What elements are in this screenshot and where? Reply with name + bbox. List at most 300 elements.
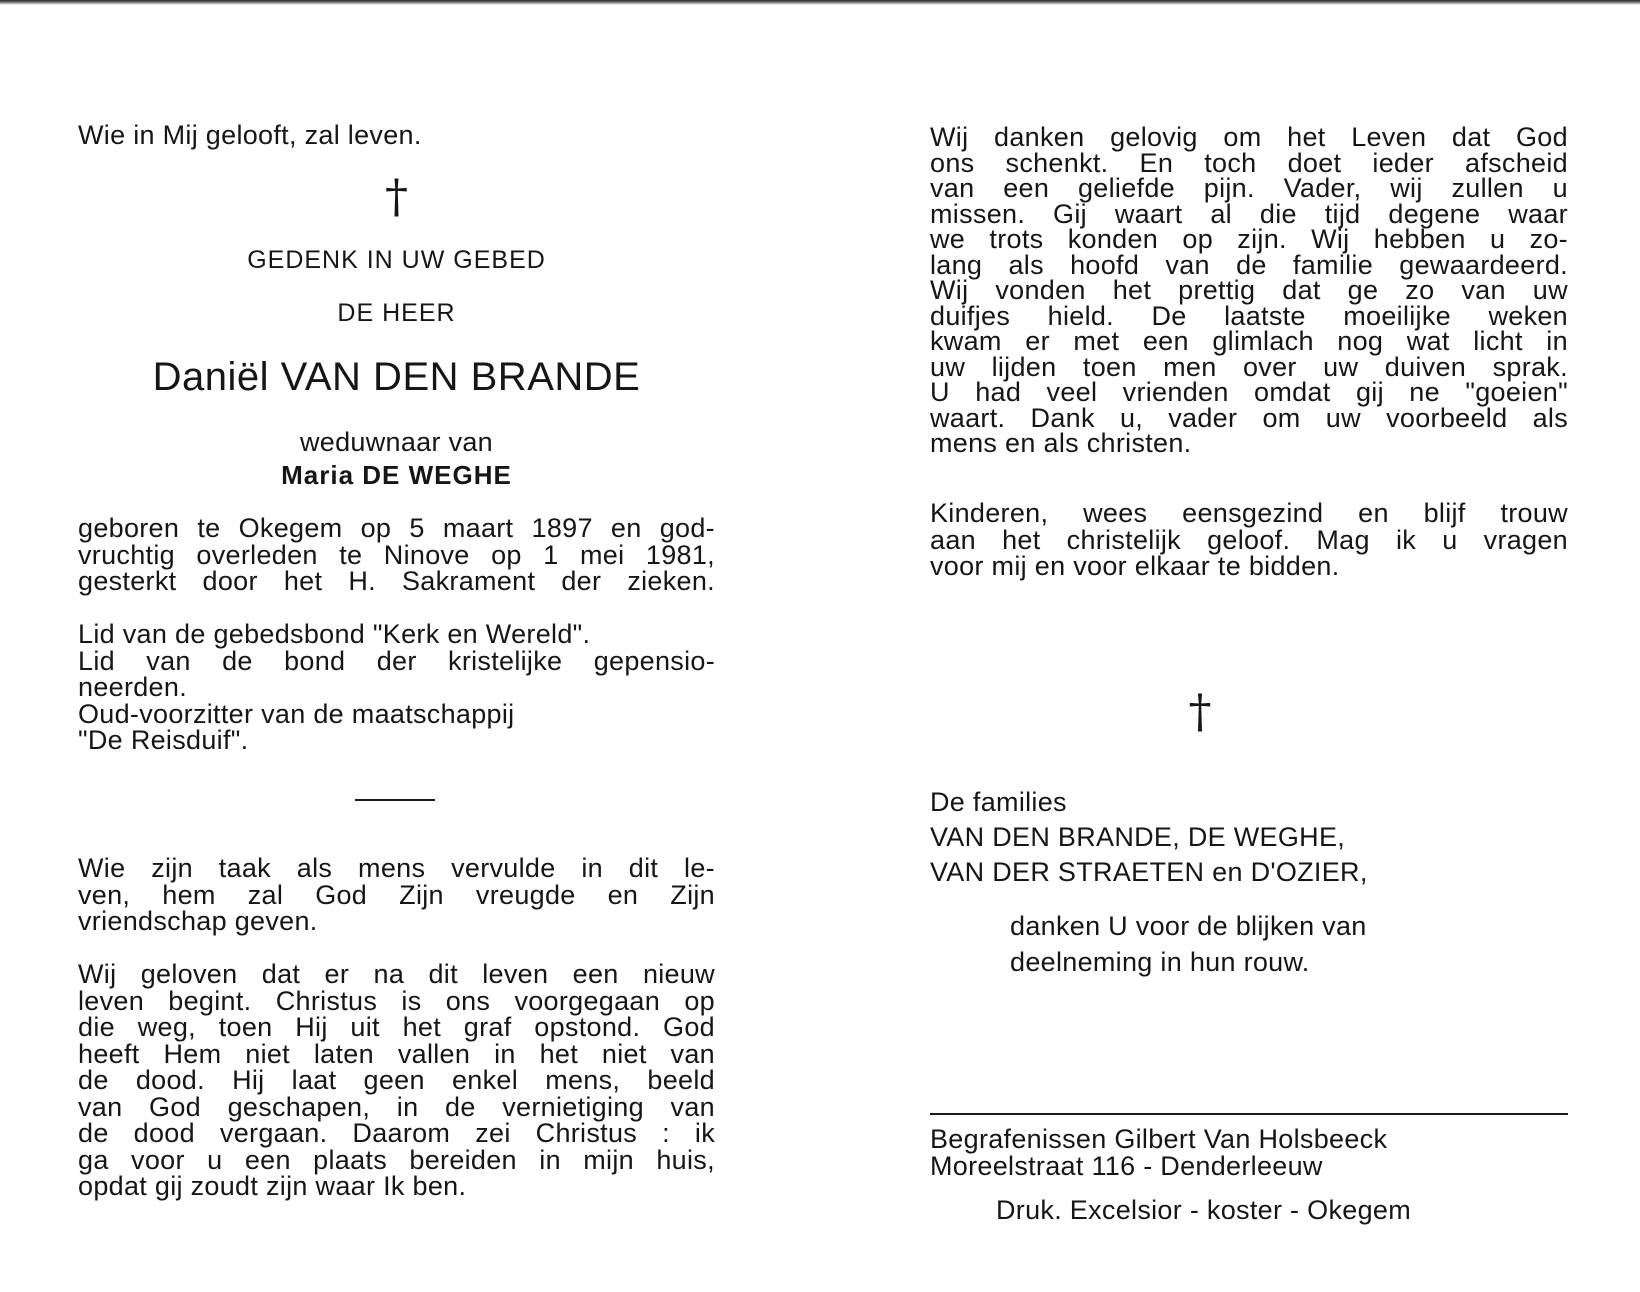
word: in <box>494 1038 516 1069</box>
word: bond <box>284 645 346 676</box>
word: en <box>1005 428 1036 458</box>
word: "Kerk <box>372 619 440 649</box>
text-line <box>78 961 715 988</box>
word: tijd <box>1324 198 1361 229</box>
text-line <box>78 698 715 729</box>
word: vallen <box>397 1038 471 1069</box>
word: duiven <box>1384 351 1467 382</box>
word: gebedsbond <box>213 619 366 649</box>
word: blijf <box>1423 498 1466 528</box>
word: leven <box>78 985 145 1016</box>
word: ven, <box>78 879 131 910</box>
word: van <box>1461 275 1506 305</box>
word: uit <box>350 1012 380 1042</box>
word: aan <box>930 524 976 555</box>
divider <box>355 799 435 801</box>
word: en <box>447 619 478 649</box>
word: Wij <box>930 122 969 152</box>
word: als <box>1043 428 1079 458</box>
word: ge <box>1347 275 1379 305</box>
word: Ik <box>383 1171 405 1201</box>
word: ons <box>445 985 491 1016</box>
word: als <box>296 853 333 883</box>
word: gepensio- <box>593 645 715 676</box>
word: H. <box>348 566 376 596</box>
word: der <box>376 645 417 676</box>
text-line <box>78 674 715 701</box>
word: vragen <box>1483 524 1568 555</box>
word: God <box>663 1012 715 1042</box>
word: Dank <box>1030 402 1095 433</box>
word: pijn. <box>1203 173 1255 203</box>
word: met <box>1073 326 1120 356</box>
cross-icon: † <box>385 169 408 223</box>
word: God <box>1516 122 1568 152</box>
word: van <box>122 619 168 649</box>
word: we <box>930 224 966 254</box>
word: : <box>662 1118 670 1148</box>
text-line <box>78 1038 715 1069</box>
word: op <box>684 985 715 1016</box>
word: Wij <box>1311 224 1350 254</box>
word: mens, <box>545 1065 621 1095</box>
word: dat <box>1451 122 1491 152</box>
word: zijn <box>266 1171 308 1201</box>
word: dat <box>261 959 301 989</box>
word: niet <box>245 1038 290 1069</box>
word: zal <box>247 879 284 910</box>
word: als <box>1532 402 1568 433</box>
text-line <box>78 1091 715 1122</box>
word: te <box>1217 551 1242 581</box>
word: u, <box>1119 402 1144 433</box>
word: begint. <box>168 985 252 1016</box>
word: danken <box>994 122 1085 152</box>
word: wat <box>1406 326 1450 356</box>
word: Sakrament <box>402 566 536 596</box>
word: om <box>1223 122 1262 152</box>
birth-death-text <box>78 515 715 595</box>
word: wees <box>1083 498 1148 528</box>
word: het <box>1112 275 1152 305</box>
word: Wij <box>78 959 117 989</box>
word: God <box>315 879 368 910</box>
text-line <box>78 1144 715 1175</box>
widow-of: weduwnaar van <box>299 427 494 457</box>
word: de <box>1236 249 1267 280</box>
word: neerden. <box>78 672 187 702</box>
word: 1 <box>543 539 559 570</box>
word: heeft <box>78 1038 140 1069</box>
word: opdat <box>78 1171 148 1201</box>
word: het <box>539 1038 579 1069</box>
word: voor <box>930 551 984 581</box>
word: leven <box>482 959 549 989</box>
text-line <box>78 727 715 754</box>
word: in <box>396 1091 419 1122</box>
text-line <box>78 515 715 542</box>
word: geloof. <box>1207 524 1291 555</box>
word: maart <box>442 513 514 543</box>
word: dit <box>428 959 458 989</box>
children-text <box>930 500 1568 580</box>
word: op <box>1182 224 1214 254</box>
word: vriendschap <box>78 906 227 936</box>
word: gelovig <box>1110 122 1198 152</box>
word: om <box>1262 402 1301 433</box>
footer-rule <box>930 1113 1568 1115</box>
word: zieken. <box>627 566 715 596</box>
word: u <box>1489 224 1506 254</box>
text-line <box>930 500 1568 527</box>
text-line <box>930 553 1568 580</box>
word: 1897 <box>531 513 593 543</box>
word: die <box>1259 198 1297 229</box>
families-line-2: VAN DER STRAETEN en D'OZIER, <box>930 857 1368 887</box>
word: voorgegaan <box>514 985 661 1016</box>
word: der <box>561 566 602 596</box>
word: Mag <box>1316 524 1370 555</box>
text-line <box>78 1067 715 1094</box>
word: dood. <box>135 1065 205 1095</box>
word: ik <box>1395 524 1417 555</box>
word: sprak. <box>1492 351 1568 382</box>
word: voor <box>1073 551 1127 581</box>
word: trouw <box>1500 498 1568 528</box>
text-line <box>930 377 1568 407</box>
word: geloven <box>140 959 238 989</box>
word: u <box>1552 173 1568 203</box>
word: elkaar <box>1134 551 1211 581</box>
word: vrienden <box>1122 377 1229 407</box>
word: het <box>1002 524 1041 555</box>
word: zullen <box>1451 173 1524 203</box>
word: zijn <box>151 853 193 883</box>
word: zoudt <box>190 1171 259 1201</box>
word: "goeien" <box>1465 377 1568 407</box>
word: niet <box>601 1038 647 1069</box>
word: Ninove <box>383 539 470 570</box>
word: Hij <box>232 1065 265 1095</box>
word: Oud-voorzitter <box>78 698 254 729</box>
word: hebben <box>1373 224 1466 254</box>
word: doet <box>1287 147 1342 178</box>
text-line <box>78 539 715 570</box>
word: te <box>339 539 363 570</box>
word: dood <box>133 1118 195 1148</box>
word: de <box>175 619 206 649</box>
word: en <box>1034 551 1066 581</box>
word: Christus <box>275 985 378 1016</box>
word: hem <box>162 879 216 910</box>
word: men <box>1163 351 1217 382</box>
title: DE HEER <box>337 299 456 327</box>
word: uw <box>1325 402 1361 433</box>
word: het <box>402 1012 442 1042</box>
word: de <box>445 1091 476 1122</box>
word: u <box>1442 524 1458 555</box>
word: uw <box>1323 351 1359 382</box>
families-line-1: VAN DEN BRANDE, DE WEGHE, <box>930 822 1346 852</box>
word: waar <box>1508 198 1568 229</box>
word: toen <box>218 1012 273 1042</box>
word: god- <box>659 513 715 543</box>
text-line <box>78 645 715 676</box>
word: prettig <box>1178 275 1256 305</box>
word: moeilijke <box>1343 300 1451 331</box>
word: uw <box>1532 275 1568 305</box>
gratitude-line-1: danken U voor de blijken van <box>1010 911 1367 941</box>
word: is <box>401 985 422 1016</box>
word: Leven <box>1351 122 1427 152</box>
word: plaats <box>313 1144 388 1175</box>
word: en <box>1358 498 1389 528</box>
word: vonden <box>995 275 1086 305</box>
word: geen <box>363 1065 425 1095</box>
word: waart <box>1114 198 1183 229</box>
word: laat <box>291 1065 337 1095</box>
word: maatschappij <box>351 698 515 729</box>
word: vergaan. <box>219 1118 328 1148</box>
word: vreugde <box>475 879 576 910</box>
word: een <box>244 1144 291 1175</box>
word: vervulde <box>451 853 556 883</box>
word: nieuw <box>642 959 715 989</box>
word: voorbeeld <box>1386 402 1508 433</box>
word: lang <box>930 249 983 280</box>
funeral-home: Begrafenissen Gilbert Van Holsbeeck <box>930 1124 1388 1154</box>
text-line <box>78 908 715 935</box>
word: afscheid <box>1465 147 1568 178</box>
verse-text <box>78 855 715 935</box>
pray-heading: GEDENK IN UW GEBED <box>247 246 546 274</box>
word: veel <box>1046 377 1098 407</box>
word: christelijk <box>1066 524 1181 555</box>
word: geven. <box>234 906 318 936</box>
deceased-name: Daniël VAN DEN BRANDE <box>152 355 641 399</box>
word: van <box>261 698 306 729</box>
text-line <box>930 275 1568 305</box>
word: Lid <box>78 645 115 676</box>
word: te <box>197 513 221 543</box>
word: een <box>572 959 619 989</box>
word: degene <box>1388 198 1481 229</box>
word: waar <box>315 1171 376 1201</box>
word: dit <box>628 853 659 883</box>
word: mij <box>991 551 1027 581</box>
word: eensgezind <box>1182 498 1324 528</box>
word: voor <box>131 1144 185 1175</box>
word: schenkt. <box>1005 147 1109 178</box>
word: er <box>1025 326 1050 356</box>
word: gij <box>154 1171 183 1201</box>
word: graf <box>463 1012 512 1042</box>
word: De <box>1151 300 1187 331</box>
word: zijn. <box>1237 224 1287 254</box>
word: geliefde <box>1077 173 1175 203</box>
word: christen. <box>1086 428 1192 458</box>
word: en <box>610 513 642 543</box>
word: Zijn <box>399 879 444 910</box>
word: Hij <box>295 1012 328 1042</box>
word: door <box>202 566 258 596</box>
word: hoofd <box>1070 249 1140 280</box>
word: glimlach <box>1212 326 1314 356</box>
word: het <box>1287 122 1326 152</box>
word: huis, <box>656 1144 715 1175</box>
word: nog <box>1337 326 1384 356</box>
word: de <box>313 698 344 729</box>
word: ik <box>694 1118 715 1148</box>
text-line <box>78 1173 715 1200</box>
word: 5 <box>409 513 425 543</box>
word: duifjes <box>930 300 1011 331</box>
word: ieder <box>1372 147 1434 178</box>
word: de <box>222 645 253 676</box>
word: u <box>207 1144 223 1175</box>
word: die <box>78 1012 115 1042</box>
motto: Wie in Mij gelooft, zal leven. <box>78 120 422 150</box>
word: mens <box>930 428 998 458</box>
word: gij <box>1355 377 1384 407</box>
word: in <box>1546 326 1568 356</box>
text-line <box>78 1014 715 1041</box>
word: het <box>283 566 323 596</box>
word: Wereld". <box>485 619 591 649</box>
word: had <box>975 377 1022 407</box>
word: zo <box>1405 275 1435 305</box>
word: Christus <box>535 1118 638 1148</box>
word: Wie <box>78 853 126 883</box>
word: een <box>1142 326 1189 356</box>
word: Hem <box>163 1038 222 1069</box>
gratitude-line-2: deelneming in hun rouw. <box>1010 947 1310 977</box>
word: overleden <box>196 539 318 570</box>
text-line <box>78 568 715 595</box>
word: van <box>930 173 975 203</box>
word: wij <box>1390 173 1423 203</box>
word: taak <box>218 853 271 883</box>
thanks-text <box>930 122 1568 458</box>
membership-text <box>78 621 715 754</box>
printer: Druk. Excelsior - koster - Okegem <box>996 1195 1411 1225</box>
word: van <box>670 1091 715 1122</box>
word: mijn <box>583 1144 634 1175</box>
word: en <box>607 879 639 910</box>
word: Daarom <box>352 1118 451 1148</box>
text-line <box>930 428 1568 458</box>
text-line <box>930 122 1568 152</box>
text-line <box>78 621 715 648</box>
card-top-edge <box>0 0 1640 5</box>
word: bereiden <box>409 1144 517 1175</box>
word: Reisduif". <box>130 725 249 755</box>
text-line <box>930 326 1568 356</box>
word: geschapen, <box>227 1091 371 1122</box>
spouse-name: Maria DE WEGHE <box>281 460 512 490</box>
word: na <box>373 959 405 989</box>
word: beeld <box>647 1065 715 1095</box>
word: hield. <box>1047 300 1114 331</box>
word: Lid <box>78 619 115 649</box>
word: U <box>930 377 950 407</box>
cross-icon: † <box>1188 684 1212 738</box>
word: zo- <box>1529 224 1568 254</box>
word: geboren <box>78 513 180 543</box>
word: op <box>491 539 522 570</box>
word: de <box>78 1065 109 1095</box>
word: mei <box>580 539 625 570</box>
word: missen. <box>930 198 1026 229</box>
word: 1981, <box>645 539 715 570</box>
word: laten <box>313 1038 374 1069</box>
word: dat <box>1282 275 1321 305</box>
word: zei <box>475 1118 511 1148</box>
word: En <box>1139 147 1174 178</box>
word: de <box>78 1118 109 1148</box>
word: een <box>1003 173 1050 203</box>
word: familie <box>1292 249 1374 280</box>
word: Okegem <box>238 513 343 543</box>
word: van <box>78 1091 123 1122</box>
text-line <box>78 879 715 910</box>
word: van <box>670 1038 715 1069</box>
word: Gij <box>1053 198 1087 229</box>
families-intro: De families <box>930 787 1067 817</box>
word: over <box>1242 351 1297 382</box>
word: gewaardeerd. <box>1399 249 1568 280</box>
word: enkel <box>451 1065 519 1095</box>
word: konden <box>1067 224 1159 254</box>
word: ga <box>78 1144 109 1175</box>
text-line <box>930 173 1568 203</box>
word: le- <box>684 853 715 883</box>
word: van <box>146 645 191 676</box>
word: Vader, <box>1283 173 1362 203</box>
word: van <box>1165 249 1210 280</box>
word: "De <box>78 725 123 755</box>
word: laatste <box>1224 300 1306 331</box>
word: kristelijke <box>448 645 563 676</box>
word: ben. <box>412 1171 467 1201</box>
word: toen <box>1082 351 1137 382</box>
text-line <box>930 524 1568 555</box>
text-line <box>78 855 715 882</box>
text-line <box>78 985 715 1016</box>
word: waart. <box>930 402 1006 433</box>
word: lijden <box>991 351 1057 382</box>
word: op <box>360 513 392 543</box>
word: kwam <box>930 326 1002 356</box>
word: vruchtig <box>78 539 175 570</box>
word: in <box>581 853 603 883</box>
word: er <box>324 959 350 989</box>
word: God <box>149 1091 201 1122</box>
word: trots <box>989 224 1044 254</box>
word: gesterkt <box>78 566 177 596</box>
word: ons <box>930 147 975 178</box>
word: licht <box>1473 326 1523 356</box>
text-line <box>78 1120 715 1147</box>
word: toch <box>1204 147 1257 178</box>
word: weg, <box>137 1012 196 1042</box>
word: in <box>539 1144 561 1175</box>
funeral-address: Moreelstraat 116 - Denderleeuw <box>930 1151 1323 1181</box>
word: opstond. <box>534 1012 641 1042</box>
word: ne <box>1409 377 1440 407</box>
word: bidden. <box>1248 551 1340 581</box>
text-line <box>930 224 1568 254</box>
